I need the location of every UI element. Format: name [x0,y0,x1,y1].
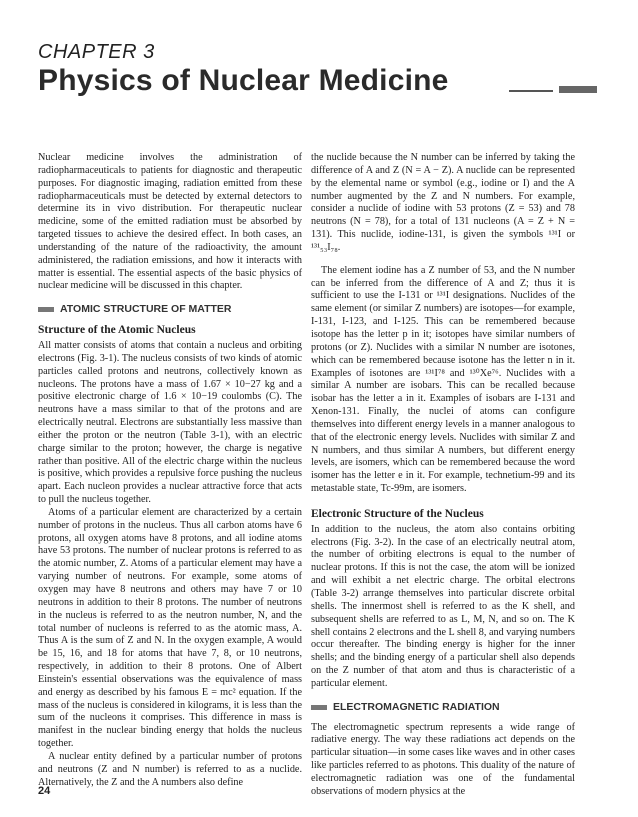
paragraph: Atoms of a particular element are characterized by a certain number of protons in the nucleus. Thus all carbon atoms have 6 protons, all oxygen atoms have 8 protons, and all iodine atoms have 53 protons. The number of nuclear protons is referred to as the atomic number, Z. Atoms of a particular element may have a varying number of neutrons. For example, some atoms of oxygen may have 8 neutrons and others may have 7 or 10 neutrons in addition to their 8 protons. The number of neutrons in the nucleus is referred to as the neutron number, N, and the total number of nucleons is referred to as the atomic mass, A. Thus A is the sum of Z and N. In the oxygen example, A would be 15, 16, and 18 for atoms that have 7, 8, or 10 neutrons, respectively, in addition to their 8 protons. One of Albert Einstein's essential observations was the equivalence of mass and energy as described by his famous E = mc² equation. If the mass of the nucleus is considered in kilograms, it is less than the sum of the nucleons it comprises. This difference in mass is manifest in the nuclear binding energy that holds the nucleus together. [38,506,302,750]
subheading-electronic-structure: Electronic Structure of the Nucleus [311,507,484,520]
section-heading-text: ATOMIC STRUCTURE OF MATTER [60,303,232,316]
section-heading-atomic-structure [38,303,302,316]
paragraph: A nuclear entity defined by a particular number of protons and neutrons (Z and N number) is referred to as a nuclide. Alternatively, the Z and the A numbers also define [38,750,302,788]
subheading-atomic-nucleus: Structure of the Atomic Nucleus [38,324,196,337]
section-marker-icon [311,705,327,710]
right-column [311,152,575,799]
page-number: 24 [38,785,51,797]
section-marker-icon [38,307,54,312]
section-heading-electromagnetic [311,701,575,714]
paragraph: In addition to the nucleus, the atom also contains orbiting electrons (Fig. 3-2). In the case of an electrically neutral atom, the number of orbiting electrons is equal to the number of nuclear protons. If this is not the case, the atom will be ionized and will exhibit a net electric charge. The orbital electrons (Table 3-2) arrange themselves into particular discrete orbital shells. The innermost shell is referred to as the K shell, and subsequent shells are referred to as L, M, N, and so on. The K shell contains 2 electrons and the L shell 8, and varying numbers occur thereafter. The binding energy is higher for the inner shells; and the binding energy of a particular shell also depends on the Z number of that atom and thus is characteristic of a particular element. [311,523,575,689]
intro-paragraph: Nuclear medicine involves the administration of radiopharmaceuticals to patients for diagnostic and therapeutic purposes. For diagnostic imaging, radiation emitted from these radiopharmaceuticals must be detected by external detectors to determine its in vivo distribution. For therapeutic nuclear medicine, some of the emitted radiation must be absorbed by targeted tissues to achieve the desired effect. In both cases, an understanding of the nature of the radioactivity, the amount administered, the radiation emissions, and how it interacts with matter is essential. The essential aspects of the basic physics of nuclear medicine will be discussed in this chapter. [38,152,302,292]
paragraph: All matter consists of atoms that contain a nucleus and orbiting electrons (Fig. 3-1). The nucleus consists of two kinds of atomic particles called protons and neutrons, collectively known as nucleons. The protons have a mass of 1.67 × 10−27 kg and a positive electronic charge of 1.6 × 10−19 coulombs (C). The neutrons have a mass similar to that of the protons and are electrically neutral. Electrons are substantially less massive than either the proton or the neutron (Table 3-1), with an electric charge similar to the proton; however, the charge is negative rather than positive. All of the electric charge within the nucleus is positive, which provides a repulsive force pushing the nucleus apart. Each nucleon provides a nuclear attractive force that acts to pull the nucleus together. [38,339,302,506]
paragraph: The element iodine has a Z number of 53, and the N number can be inferred from the difference of A and Z; thus it is sufficient to use the I-131 or ¹³¹I designations. Nuclides of the same element (or similar Z numbers) are isotopes—for example, I-131, I-123, and I-125. This can be remembered because isotope has the letter p in it; isotopes have similar numbers of protons (or Z). Nuclides with a similar N number are isotones, which can be remembered because isotone has the letter n in it. Examples of isotones are ¹³¹I⁷⁸ and ¹³⁰Xe⁷⁶. Nuclides with a similar A number are isobars. This can be recalled because isobar has the letter a in it. Examples of isobars are I-131 and Xenon-131. Finally, the nuclei of atoms can configure themselves into different energy levels in a manner analogous to that of the electronic energy levels. Nuclides with similar Z and N numbers, and thus similar A numbers, but different energy levels, are isomers, which can be remembered because the word isomer has the letter e in it. For example, technetium-99 and its metastable state, Tc-99m, are isomers. [311,264,575,495]
section-heading-text: ELECTROMAGNETIC RADIATION [333,700,500,713]
title-row [38,64,600,106]
paragraph: The electromagnetic spectrum represents a wide range of radiative energy. The way these radiations act depends on the particular situation—in some cases like waves and in other cases like particles referred to as photons. This duality of the nature of electromagnetic radiation was one of the fundamental observations of modern physics at the [311,721,575,797]
chapter-label: CHAPTER 3 [38,41,155,63]
title-rule [509,90,553,92]
left-column [38,152,302,790]
page-title: Physics of Nuclear Medicine [38,64,449,97]
title-bar-decoration [559,86,597,93]
paragraph: the nuclide because the N number can be inferred by taking the difference of A and Z (N = A − Z). A nuclide can be represented by the elemental name or symbol (e.g., iodine or I) and the A number augmented by the Z and N numbers. For example, consider a nuclide of iodine with 53 protons (Z = 53) and 78 neutrons (N = 78), for a total of 131 nucleons (A = Z + N = 131). This nuclide, iodine-131, is given the symbols ¹³¹I or ¹³¹₅₃I₇₈. [311,152,575,253]
